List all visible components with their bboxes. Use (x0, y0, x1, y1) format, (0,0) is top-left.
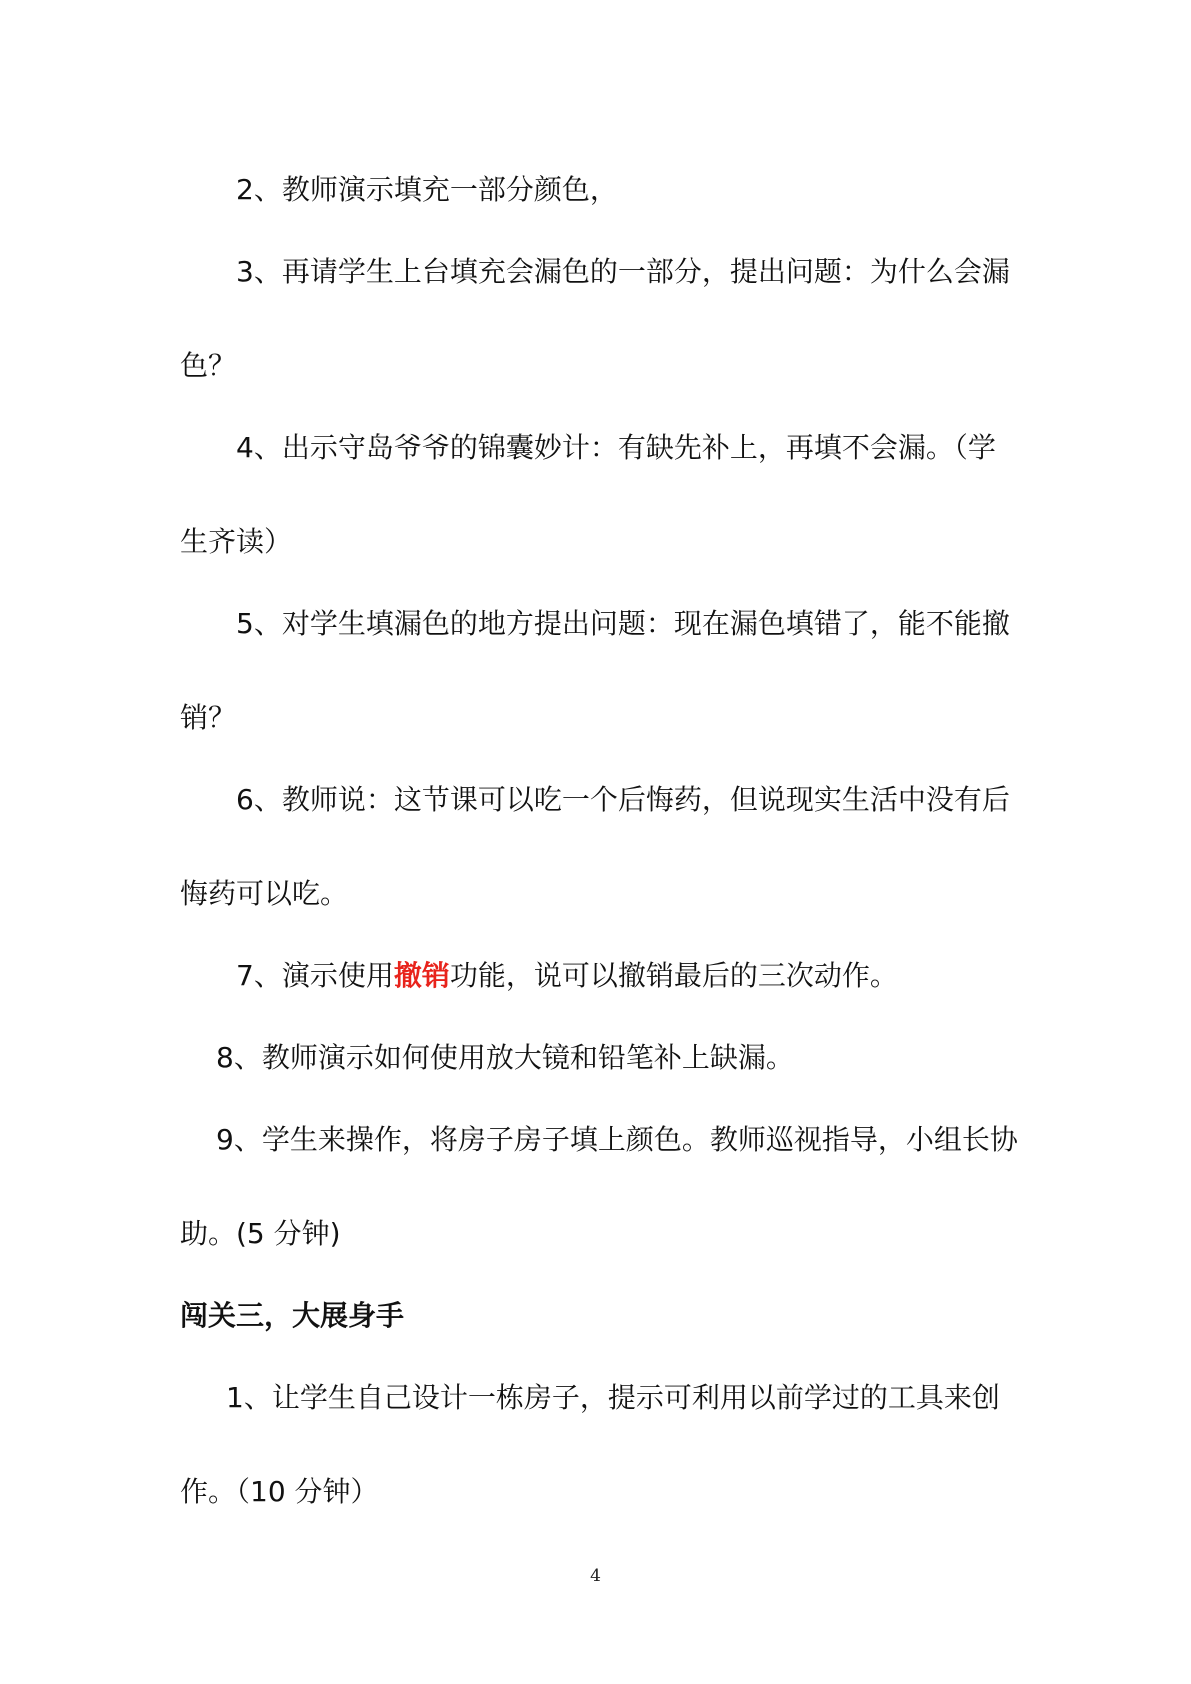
item-5-line2: 销？ (180, 701, 237, 734)
item-5-line1: 5、对学生填漏色的地方提出问题：现在漏色填错了，能不能撤 (236, 607, 1010, 640)
section-item-1-line1: 1、让学生自己设计一栋房子，提示可利用以前学过的工具来创 (226, 1381, 1000, 1414)
item-6-line2: 悔药可以吃。 (180, 877, 349, 910)
item-7-suffix: 功能，说可以撤销最后的三次动作。 (449, 959, 898, 992)
item-8: 8、教师演示如何使用放大镜和铅笔补上缺漏。 (216, 1041, 794, 1074)
item-3-line2: 色？ (180, 349, 237, 382)
item-9-line1: 9、学生来操作，将房子房子填上颜色。教师巡视指导，小组长协 (216, 1123, 1018, 1156)
item-7 (236, 958, 898, 994)
page-number: 4 (590, 1566, 601, 1586)
item-7-prefix: 7、演示使用 (236, 959, 394, 992)
item-6-line1: 6、教师说：这节课可以吃一个后悔药，但说现实生活中没有后 (236, 783, 1010, 816)
item-2: 2、教师演示填充一部分颜色， (236, 173, 618, 206)
item-4-line1: 4、出示守岛爷爷的锦囊妙计：有缺先补上，再填不会漏。（学 (236, 431, 996, 464)
item-4-line2: 生齐读） (180, 525, 293, 558)
undo-highlight: 撤销 (393, 959, 450, 992)
item-3-line1: 3、再请学生上台填充会漏色的一部分，提出问题：为什么会漏 (236, 255, 1010, 288)
section-heading: 闯关三，大展身手 (180, 1299, 405, 1332)
section-item-1-line2: 作。（10 分钟） (180, 1475, 379, 1508)
item-9-line2: 助。(5 分钟) (180, 1217, 341, 1250)
